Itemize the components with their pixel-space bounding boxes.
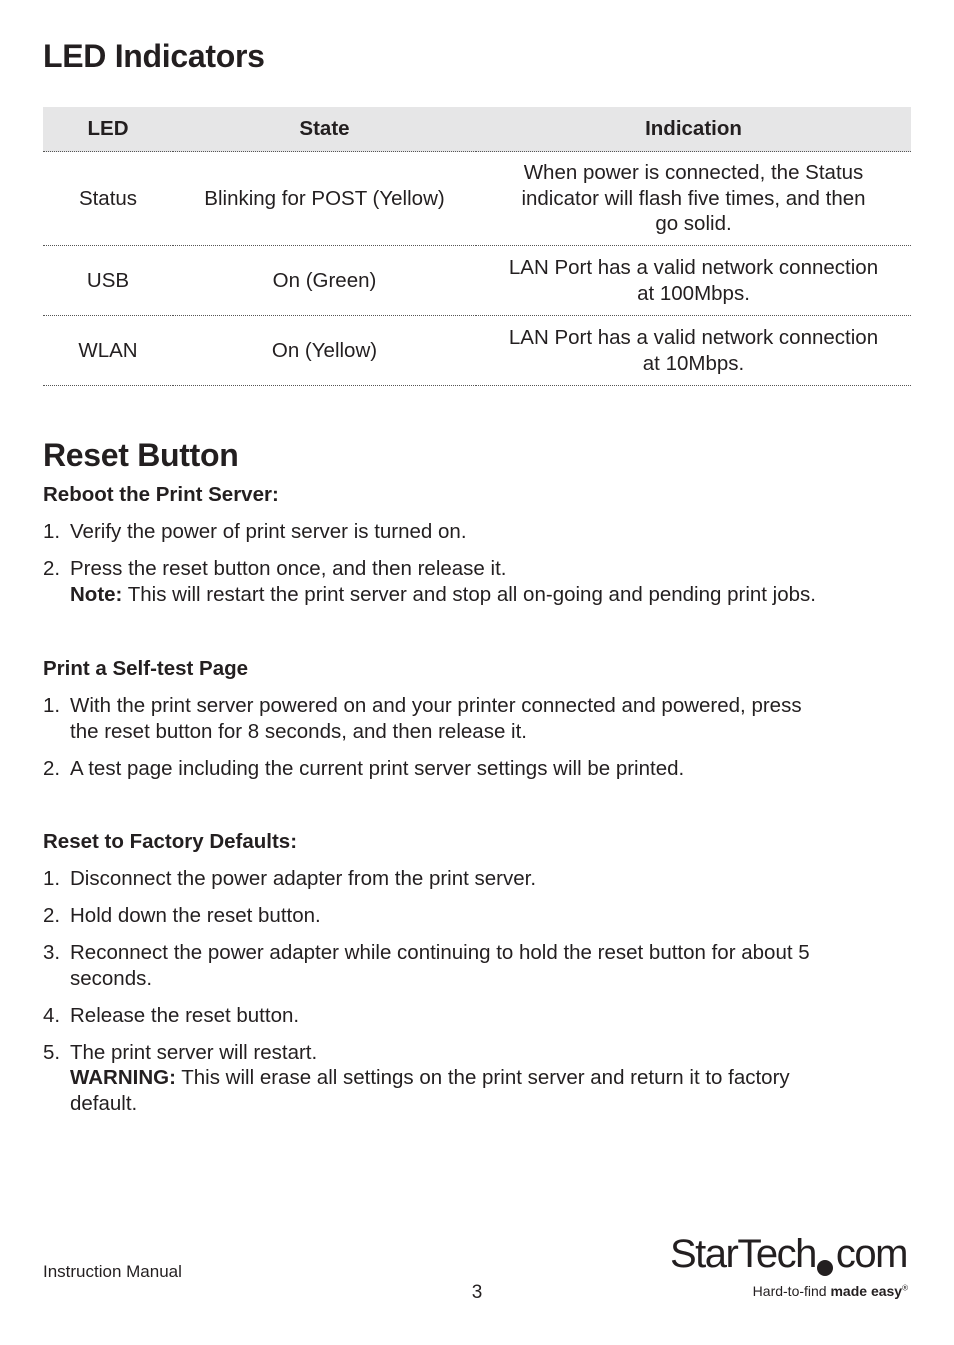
led-cell: Status xyxy=(43,152,173,246)
led-indicators-title: LED Indicators xyxy=(43,38,265,74)
step-number: 2. xyxy=(43,756,61,780)
tagline-plain: Hard-to-find xyxy=(752,1283,831,1299)
step-text: seconds. xyxy=(70,966,153,990)
list-item xyxy=(43,556,913,607)
reboot-heading: Reboot the Print Server: xyxy=(43,483,279,506)
note-label: Note: xyxy=(70,582,123,606)
page-number: 3 xyxy=(471,1282,483,1303)
selftest-steps xyxy=(43,693,913,793)
tagline-bold: made easy xyxy=(830,1283,903,1299)
step-number: 2. xyxy=(43,904,61,927)
step-text: With the print server powered on and your printer connected and powered, press xyxy=(70,694,802,717)
registered-mark: ® xyxy=(902,1283,908,1293)
list-item xyxy=(43,1040,913,1117)
logo-com: com xyxy=(835,1232,907,1276)
indication-line: LAN Port has a valid network connection xyxy=(508,326,879,349)
list-item xyxy=(43,519,913,545)
step-text: Verify the power of print server is turned on. xyxy=(70,520,467,543)
indication-line: at 100Mbps. xyxy=(637,281,750,305)
step-text: the reset button for 8 seconds, and then release it. xyxy=(70,719,527,743)
indication-line: LAN Port has a valid network connection xyxy=(508,256,879,279)
indication-cell xyxy=(476,152,911,246)
note-text: This will restart the print server and stop all on-going and pending print jobs. xyxy=(122,582,816,606)
reset-button-title: Reset Button xyxy=(43,437,239,473)
led-table xyxy=(43,107,911,386)
indication-line: When power is connected, the Status xyxy=(523,161,864,185)
led-cell: USB xyxy=(43,246,173,316)
startech-logo xyxy=(670,1230,910,1305)
logo-wordmark xyxy=(670,1230,907,1278)
warning-text-cont: default. xyxy=(70,1091,138,1115)
step-note xyxy=(70,582,913,608)
table-header-row xyxy=(43,107,911,152)
step-text: Disconnect the power adapter from the print server. xyxy=(70,867,537,890)
step-text: Press the reset button once, and then release it. xyxy=(70,557,507,580)
reboot-steps xyxy=(43,519,913,619)
indication-line: at 10Mbps. xyxy=(642,351,745,375)
indication-cell xyxy=(476,246,911,316)
step-text: A test page including the current print server settings will be printed. xyxy=(70,756,685,780)
step-number: 1. xyxy=(43,520,61,543)
warning-label: WARNING: xyxy=(70,1066,176,1089)
header-led: LED xyxy=(43,107,173,152)
step-number: 5. xyxy=(43,1040,61,1064)
logo-tagline xyxy=(753,1283,908,1299)
step-number: 4. xyxy=(43,1003,61,1027)
state-cell: On (Green) xyxy=(173,246,476,316)
list-item xyxy=(43,903,913,929)
state-cell: Blinking for POST (Yellow) xyxy=(173,152,476,246)
logo-word: StarTech xyxy=(670,1232,816,1276)
factory-steps xyxy=(43,866,913,1128)
indication-line: go solid. xyxy=(655,212,732,236)
step-text: Reconnect the power adapter while continuing to hold the reset button for about 5 xyxy=(70,941,810,964)
list-item xyxy=(43,866,913,892)
indication-line: indicator will flash five times, and then xyxy=(521,186,866,210)
step-number: 1. xyxy=(43,694,61,717)
led-cell: WLAN xyxy=(43,316,173,386)
step-text: Hold down the reset button. xyxy=(70,904,321,927)
selftest-heading: Print a Self-test Page xyxy=(43,657,249,680)
step-number: 1. xyxy=(43,867,61,890)
header-indication: Indication xyxy=(476,107,911,152)
warning-text: This will erase all settings on the print server and return it to factory xyxy=(175,1066,790,1089)
table-row xyxy=(43,316,911,386)
list-item xyxy=(43,756,913,782)
list-item xyxy=(43,940,913,991)
state-cell: On (Yellow) xyxy=(173,316,476,386)
step-text: The print server will restart. xyxy=(70,1040,318,1064)
indication-cell xyxy=(476,316,911,386)
step-number: 2. xyxy=(43,557,61,580)
table-row xyxy=(43,152,911,246)
header-state: State xyxy=(173,107,476,152)
step-text: Release the reset button. xyxy=(70,1003,300,1027)
step-warning xyxy=(70,1065,913,1091)
list-item xyxy=(43,1003,913,1029)
table-row xyxy=(43,246,911,316)
list-item xyxy=(43,693,913,744)
footer-doc-label: Instruction Manual xyxy=(43,1262,182,1281)
factory-heading: Reset to Factory Defaults: xyxy=(43,830,298,853)
step-number: 3. xyxy=(43,941,61,964)
logo-dot-icon xyxy=(817,1260,833,1276)
